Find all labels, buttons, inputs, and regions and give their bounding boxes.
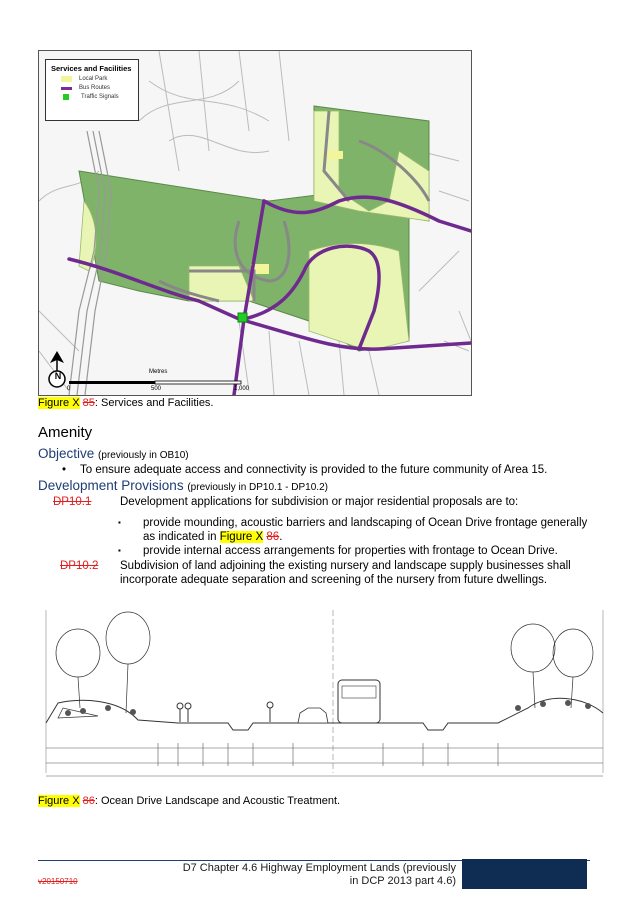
bus-swatch	[61, 87, 72, 90]
services-facilities-map	[38, 50, 472, 396]
figure-caption-ocean-drive: Figure X 86: Ocean Drive Landscape and Acoustic Treatment.	[38, 795, 341, 807]
dev-provisions-heading: Development Provisions (previously in DP10.1 - DP10.2)	[38, 478, 328, 493]
objective-heading: Objective (previously in OB10)	[38, 446, 189, 461]
dp1-text: Development applications for subdivision or major residential proposals are to:	[120, 496, 519, 508]
figure-caption-services: Figure X 85: Services and Facilities.	[38, 397, 214, 409]
dp2-code: DP10.2	[60, 560, 99, 572]
ocean-drive-cross-section	[38, 608, 608, 788]
dp2-text: Subdivision of land adjoining the existing nursery and landscape supply businesses shall incorporate adequate separation and screening of the nursery from future dwellings.	[120, 560, 571, 586]
scale-bar	[69, 381, 241, 384]
scale-tick-500: 500	[151, 386, 162, 392]
scale-unit: Metres	[149, 369, 168, 375]
version-stamp: v20150710	[38, 877, 78, 886]
objective-bullet: • To ensure adequate access and connectivity is provided to the future community of Area 15.	[62, 464, 548, 476]
signal-swatch	[63, 94, 69, 100]
dp1-code: DP10.1	[53, 496, 92, 508]
legend-traffic-signals: Traffic Signals	[51, 94, 133, 100]
park-swatch	[61, 76, 72, 82]
north-arrow-icon	[49, 351, 65, 387]
dp1-sub2: ▪ provide internal access arrangements for properties with frontage to Ocean Drive.	[118, 545, 558, 557]
traffic-signal	[238, 313, 247, 322]
north-label: N	[54, 371, 62, 381]
car-icon	[298, 708, 328, 723]
cross-section-drawing	[38, 608, 608, 788]
map-legend	[45, 59, 139, 121]
bullet-icon: •	[62, 464, 67, 476]
legend-local-park: Local Park	[51, 76, 133, 82]
footer-title: D7 Chapter 4.6 Highway Employment Lands (previously in DCP 2013 part 4.6)	[182, 862, 456, 887]
section-heading-amenity: Amenity	[38, 424, 93, 441]
footer-brand-block	[462, 859, 587, 889]
square-bullet-icon: ▪	[118, 518, 121, 527]
legend-title: Services and Facilities	[51, 64, 132, 73]
scale-tick-0: 0	[67, 386, 71, 392]
legend-bus-routes: Bus Routes	[51, 85, 133, 91]
square-bullet-icon: ▪	[118, 546, 121, 555]
dp1-sub1: ▪ provide mounding, acoustic barriers and landscaping of Ocean Drive frontage generally as indicated in Figure X 86.	[118, 517, 588, 543]
pedestrian-icon	[177, 702, 273, 722]
bus-icon	[338, 680, 380, 723]
tree-icon	[511, 624, 593, 708]
scale-tick-1000: 1,000	[234, 386, 250, 392]
